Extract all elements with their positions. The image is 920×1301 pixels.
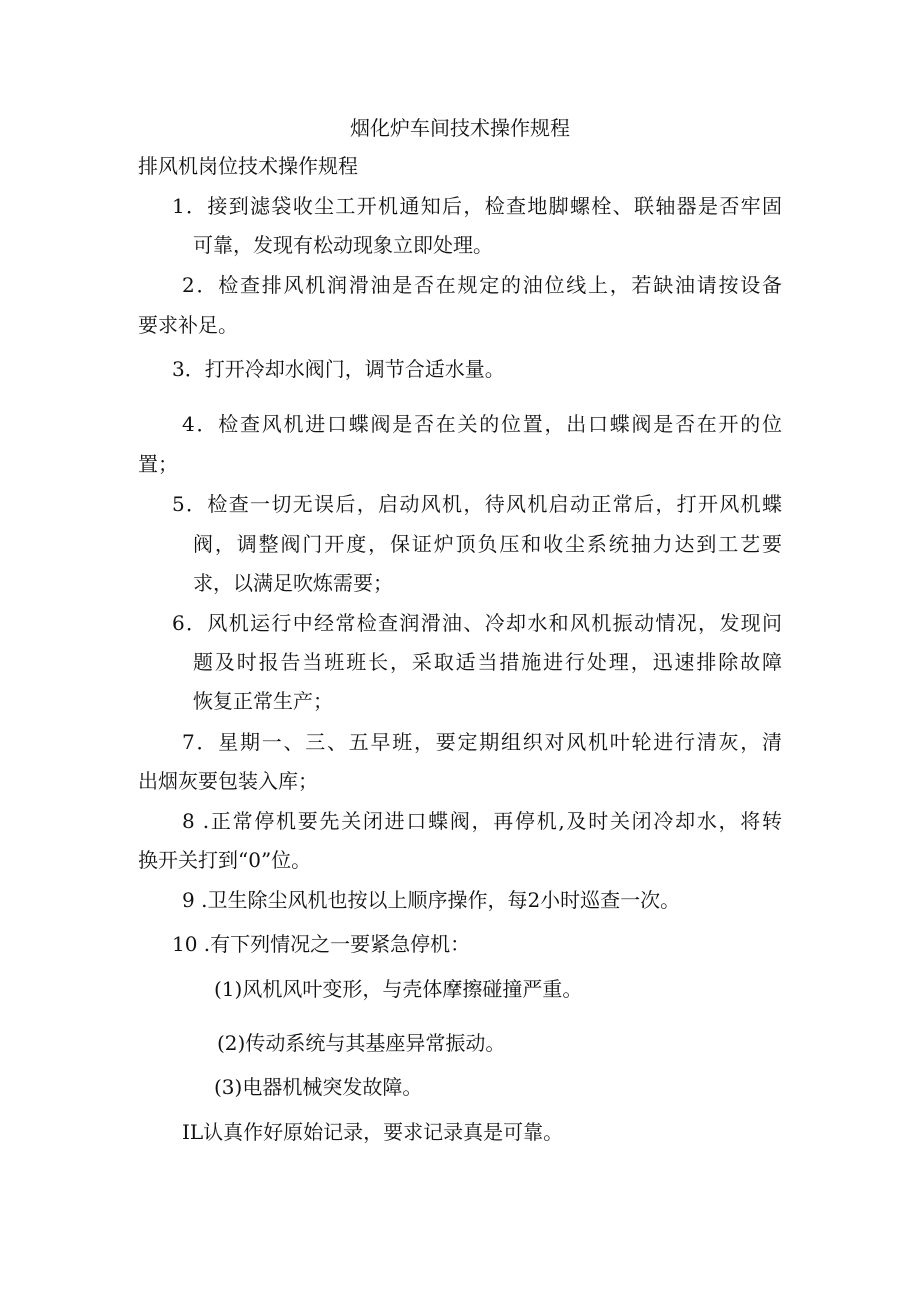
item-6-line-1: 6．风机运行中经常检查润滑油、冷却水和风机振动情况，发现问	[172, 611, 782, 635]
item-5-line-1: 5．检查一切无误后，启动风机，待风机启动正常后，打开风机蝶	[172, 492, 782, 516]
item-10-sub-2: (2)传动系统与其基座异常振动。	[217, 1031, 506, 1055]
item-1-line-1: 1．接到滤袋收尘工开机通知后，检查地脚螺栓、联轴器是否牢固	[172, 194, 782, 218]
item-11-line-1: IL认真作好原始记录，要求记录真是可靠。	[182, 1120, 564, 1144]
item-10-sub-1: (1)风机风叶变形，与壳体摩擦碰撞严重。	[214, 977, 583, 1001]
document-title: 烟化炉车间技术操作规程	[350, 116, 570, 140]
item-7-line-1: 7．星期一、三、五早班，要定期组织对风机叶轮进行清灰，清	[182, 730, 782, 754]
item-1-line-2: 可靠，发现有松动现象立即处理。	[193, 233, 493, 257]
item-2-line-1: 2．检查排风机润滑油是否在规定的油位线上，若缺油请按设备	[182, 273, 782, 297]
item-3-line-1: 3．打开冷却水阀门，调节合适水量。	[172, 357, 505, 381]
item-6-line-3: 恢复正常生产；	[193, 689, 333, 713]
item-6-line-2: 题及时报告当班班长，采取适当措施进行处理，迅速排除故障	[193, 650, 782, 674]
item-9-line-1: 9 .卫生除尘风机也按以上顺序操作，每2小时巡查一次。	[182, 888, 681, 912]
item-8-line-1: 8 .正常停机要先关闭进口蝶阀，再停机,及时关闭冷却水，将转	[182, 809, 782, 833]
item-2-line-2: 要求补足。	[138, 313, 238, 337]
item-5-line-3: 求，以满足吹炼需要；	[193, 571, 393, 595]
item-8-line-2: 换开关打到“0”位。	[138, 848, 312, 872]
item-10-line-1: 10 .有下列情况之一要紧急停机：	[172, 932, 471, 956]
item-5-line-2: 阀，调整阀门开度，保证炉顶负压和收尘系统抽力达到工艺要	[193, 532, 782, 556]
item-4-line-1: 4．检查风机进口蝶阀是否在关的位置，出口蝶阀是否在开的位	[182, 412, 782, 436]
section-title: 排风机岗位技术操作规程	[138, 154, 358, 178]
item-4-line-2: 置；	[138, 452, 178, 476]
item-10-sub-3: (3)电器机械突发故障。	[214, 1075, 423, 1099]
item-7-line-2: 出烟灰要包装入库；	[138, 769, 318, 793]
